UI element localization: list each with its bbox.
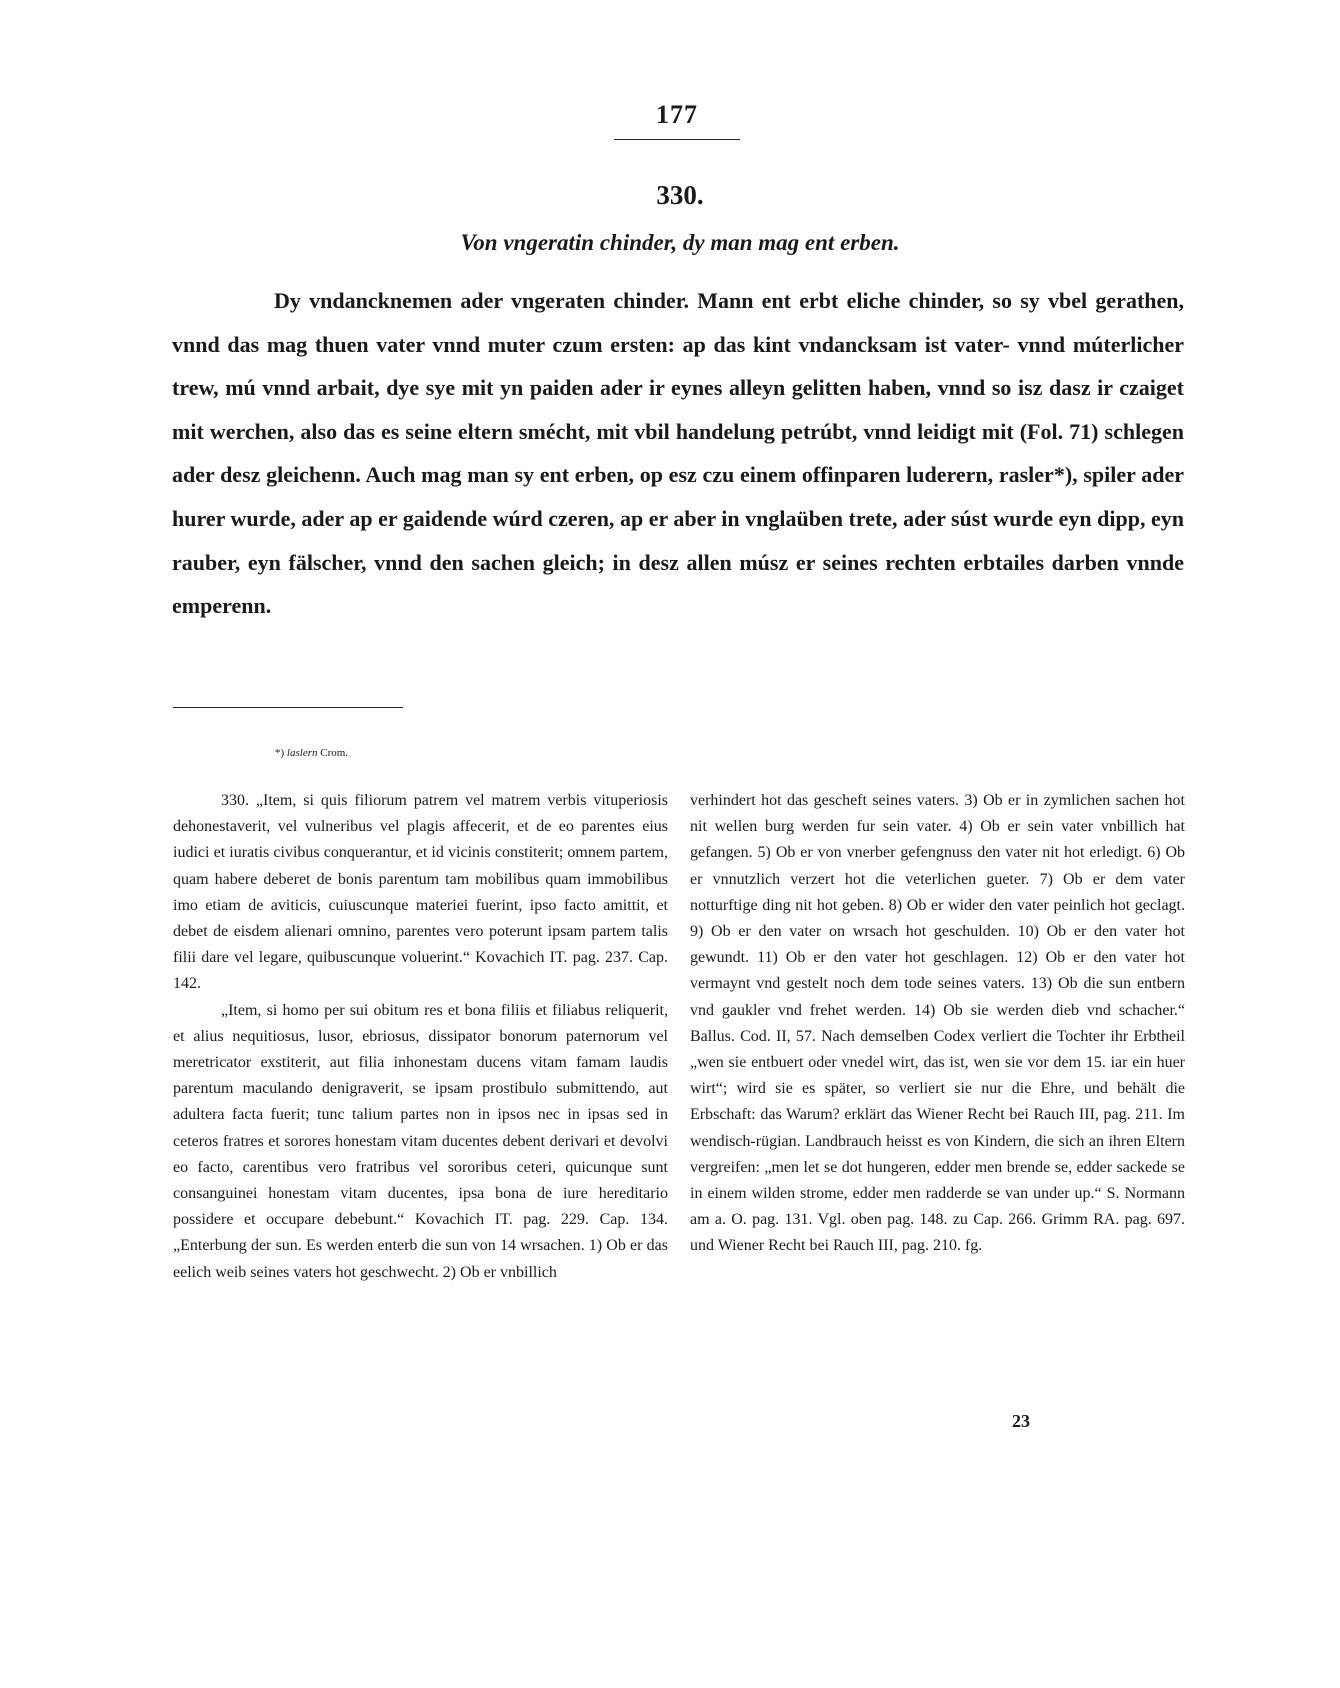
signature-mark: 23 xyxy=(1012,1411,1030,1431)
footnote-marker: *) xyxy=(275,747,285,759)
footnote-divider xyxy=(173,707,403,708)
section-title: Von vngeratin chinder, dy man mag ent erben. xyxy=(460,230,900,255)
note-paragraph: „Item, si homo per sui obitum res et bona filiis et filiabus reliquerit, et alius nequitiosus, lusor, ebriosus, dissipator bonorum paternorum vel meretricator exstiterit, aut filia inhonestam ducens vitam famam laudis parentum maculando denigraverit, se ipsam prostibulo submittendo, aut adultera facta fuerit; tunc talium partes non in ipsos nec in ipsas sed in ceteros fratres et sorores honestam vitam ducentes debent derivari et devolvi eo facto, carentibus vero fratribus vel sororibus ceteri, quicunque sunt consanguinei honestam vitam ducentes, ipsa bona de iure hereditario possidere et occupare debebunt.“ Kovachich IT. pag. 229. Cap. 134. „Enterbung der sun. Es werden enterb die sun von 14 wrsachen. 1) Ob er das eelich weib seines vaters hot geschwecht. 2) Ob er vnbillich xyxy=(173,1001,668,1281)
footnote xyxy=(275,747,348,759)
section-number: 330. xyxy=(656,180,704,210)
notes-left-column xyxy=(173,788,668,1286)
note-paragraph: verhindert hot das gescheft seines vaters. 3) Ob er in zymlichen sachen hot nit wellen burg werden fur sein vater. 4) Ob er sein vater vnbillich hat gefangen. 5) Ob er von vnerber gefengnuss den vater nit hot erledigt. 6) Ob er vnnutzlich verzert hot die veterlichen gueter. 7) Ob er dem vater notturftige ding nit hot geben. 8) Ob er wider den vater peinlich hot geclagt. 9) Ob er den vater on wrsach hot geschulden. 10) Ob er den vater hot gewundt. 11) Ob er den vater hot geschlagen. 12) Ob er den vater hot vermaynt vnd gestelt noch dem tode seines vaters. 13) Ob die sun entbern vnd gaukler vnd frehet werden. 14) Ob sie werden dieb vnd schacher.“ Ballus. Cod. II, 57. Nach demselben Codex verliert die Tochter ihr Erbtheil „wen sie entbuert oder vnedel wirt, das ist, wen sie vor dem 15. iar ein huer wirt“; wird sie es später, so verliert sie nur die Ehre, und behält die Erbschaft: das Warum? erklärt das Wiener Recht bei Rauch III, pag. 211. Im wendisch-rügian. Landbrauch heisst es von Kindern, die sich an ihren Eltern vergreifen: „men let se dot hungeren, edder men brende se, edder sackede se in einem wilden strome, edder men radderde se van under up.“ S. Normann am a. O. pag. 131. Vgl. oben pag. 148. zu Cap. 266. Grimm RA. pag. 697. und Wiener Recht bei Rauch III, pag. 210. fg. xyxy=(690,792,1185,1255)
page-number: 177 xyxy=(656,100,698,129)
notes-right-column xyxy=(690,788,1185,1260)
page-number-rule xyxy=(614,139,740,140)
main-text: Dy vndancknemen ader vngeraten chinder. Mann ent erbt eliche chinder, so sy vbel gerathen, vnnd das mag thuen vater vnnd muter czum ersten: ap das kint vndancksam ist vater- vnnd múterlicher trew, mú vnnd arbait, dye sye mit yn paiden ader ir eynes alleyn gelitten haben, vnnd so isz dasz ir czaiget mit werchen, also das es seine eltern smécht, mit vbil handelung petrúbt, vnnd leidigt mit (Fol. 71) schlegen ader desz gleichenn. Auch mag man sy ent erben, op esz czu einem offinparen luderern, rasler*), spiler ader hurer wurde, ader ap er gaidende wúrd czeren, ap er aber in vnglaüben trete, ader súst wurde eyn dipp, eyn rauber, eyn fälscher, vnnd den sachen gleich; in desz allen músz er seines rechten erbtailes darben vnnde emperenn. xyxy=(172,288,1184,619)
footnote-source: Crom. xyxy=(320,747,349,759)
footnote-word: laslern xyxy=(286,747,318,759)
note-paragraph: 330. „Item, si quis filiorum patrem vel matrem verbis vituperiosis dehonestaverit, vel vulneribus vel plagis affecerit, et de eo parentes eius iudici et iuratis civibus conquerantur, et id vicinis constiterit; omnem partem, quam habere deberet de bonis parentum tam mobilibus quam immobilibus imo etiam de aviticis, cuiuscunque materiei fuerint, ipso facto amittit, et debet de eisdem alienari omnino, parentes vero poterunt ipsam partem talis filii dare vel legare, quibuscunque voluerint.“ Kovachich IT. pag. 237. Cap. 142. xyxy=(173,792,668,993)
